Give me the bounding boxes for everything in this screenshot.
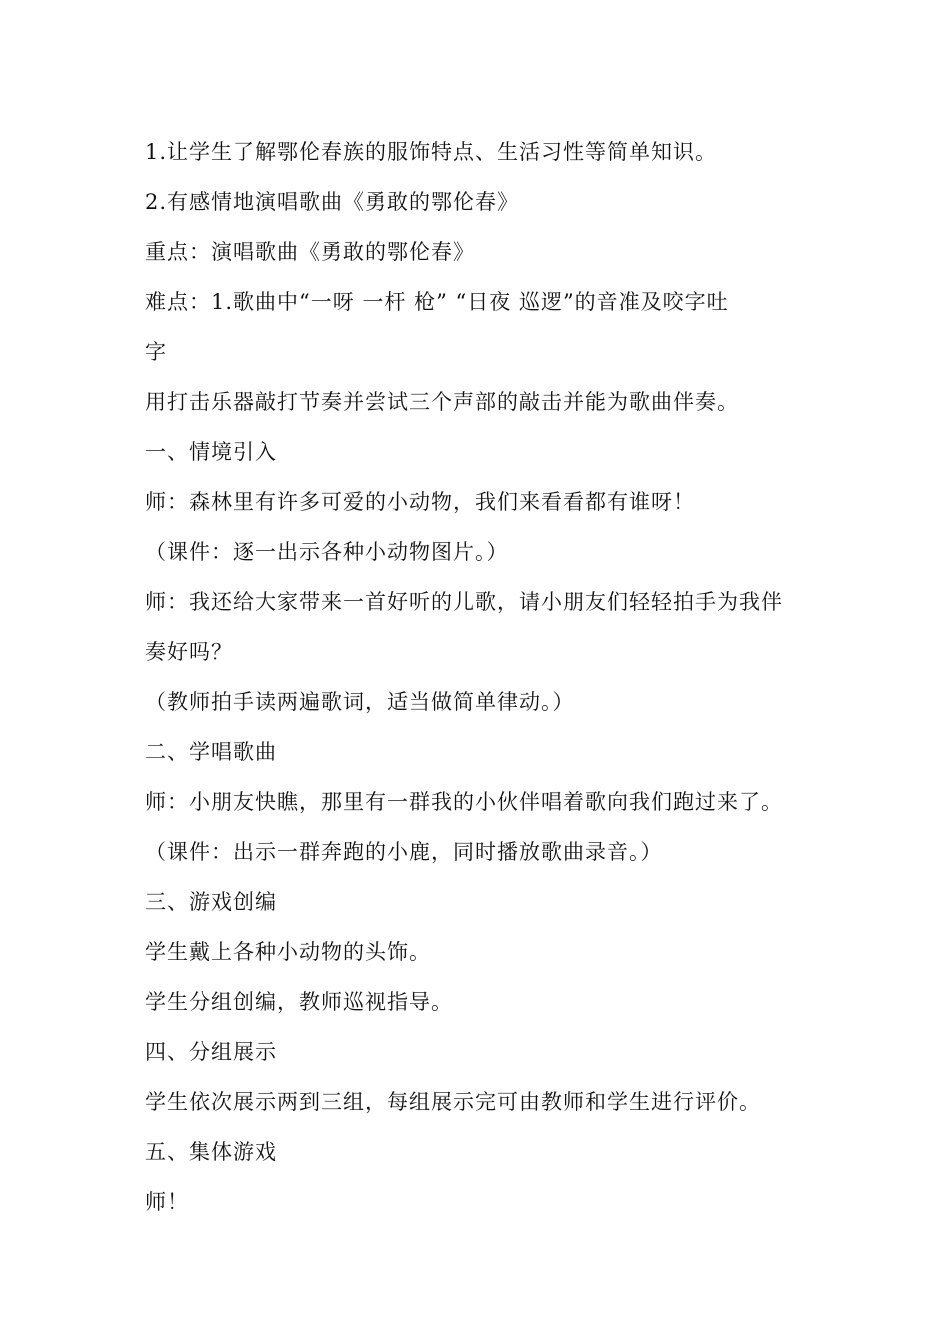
difficulty: 难点：1.歌曲中“一呀 一杆 枪” “日夜 巡逻”的音准及咬字吐 [145, 290, 729, 314]
teacher-line: 师：森林里有许多可爱的小动物，我们来看看都有谁呀！ [145, 490, 695, 514]
section-heading-5: 五、集体游戏 [145, 1140, 277, 1164]
objective-2: 2.有感情地演唱歌曲《勇敢的鄂伦春》 [145, 190, 520, 214]
teacher-line: 师！ [145, 1190, 189, 1214]
difficulty-continued: 字 [145, 340, 167, 364]
teacher-line-continued: 奏好吗？ [145, 640, 233, 664]
student-activity: 学生分组创编，教师巡视指导。 [145, 990, 453, 1014]
courseware-note: （课件：逐一出示各种小动物图片。） [145, 540, 509, 564]
activity-note: （教师拍手读两遍歌词，适当做简单律动。） [145, 690, 575, 714]
student-activity: 学生戴上各种小动物的头饰。 [145, 940, 431, 964]
student-activity: 学生依次展示两到三组，每组展示完可由教师和学生进行评价。 [145, 1090, 761, 1114]
teacher-line: 师：我还给大家带来一首好听的儿歌，请小朋友们轻轻拍手为我伴 [145, 590, 783, 614]
section-heading-2: 二、学唱歌曲 [145, 740, 277, 764]
section-heading-4: 四、分组展示 [145, 1040, 277, 1064]
key-point: 重点：演唱歌曲《勇敢的鄂伦春》 [145, 240, 475, 264]
objective-1: 1.让学生了解鄂伦春族的服饰特点、生活习性等简单知识。 [145, 140, 718, 164]
section-heading-3: 三、游戏创编 [145, 890, 277, 914]
document-body [145, 132, 815, 1232]
section-heading-1: 一、情境引入 [145, 440, 277, 464]
difficulty-percussion: 用打击乐器敲打节奏并尝试三个声部的敲击并能为歌曲伴奏。 [145, 390, 739, 414]
teacher-line: 师：小朋友快瞧，那里有一群我的小伙伴唱着歌向我们跑过来了。 [145, 790, 783, 814]
courseware-note: （课件：出示一群奔跑的小鹿，同时播放歌曲录音。） [145, 840, 663, 864]
